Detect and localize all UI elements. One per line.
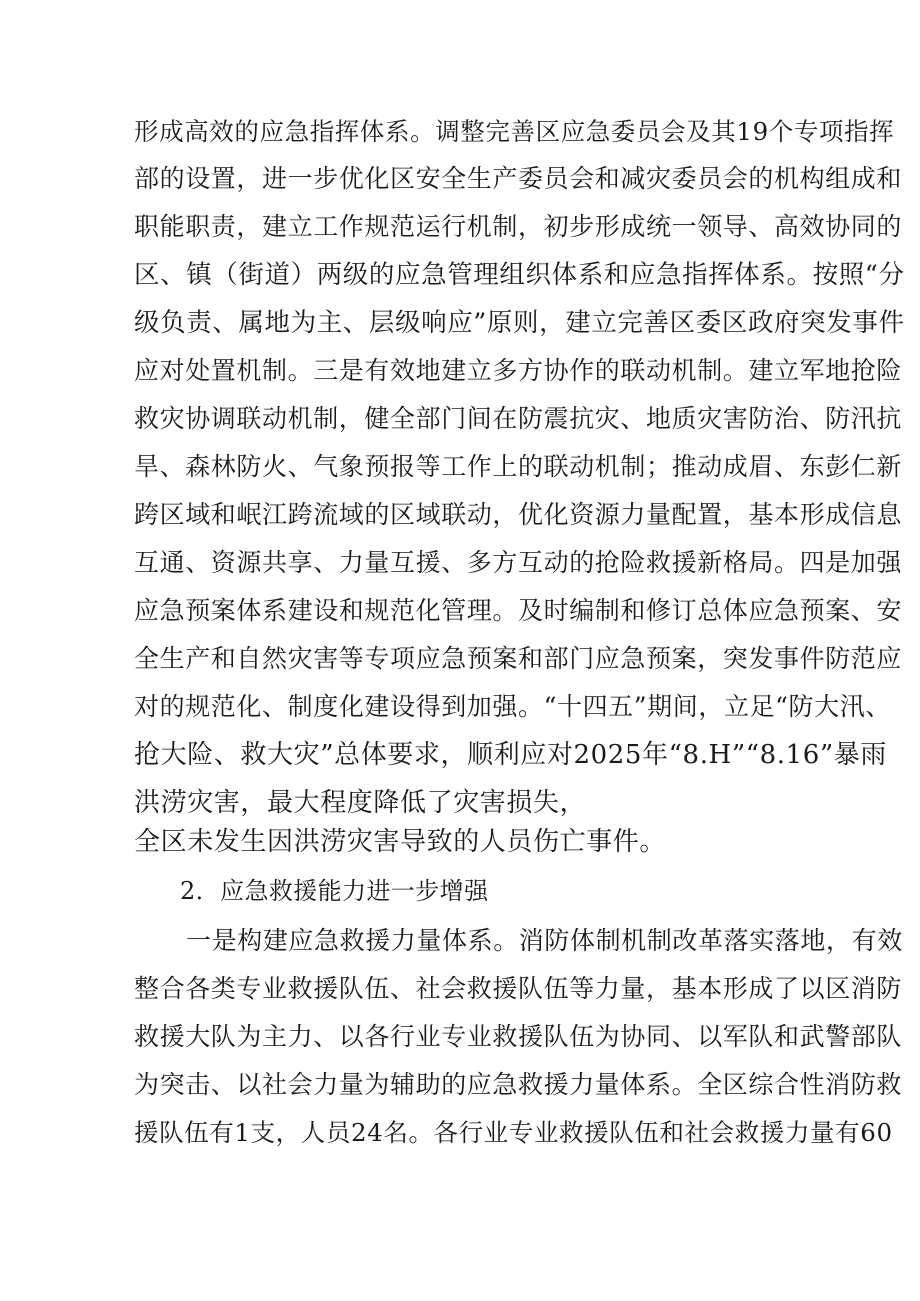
paragraph-line: 旱、森林防火、气象预报等工作上的联动机制；推动成眉、东彭仁新 (134, 452, 903, 481)
paragraph-line: 抢大险、救大灾”总体要求，顺利应对2025年“8.H”“8.16”暴雨 (134, 740, 887, 770)
paragraph-line: 救灾协调联动机制，健全部门间在防震抗灾、地质灾害防治、防汛抗 (134, 404, 903, 433)
paragraph-line: 全生产和自然灾害等专项应急预案和部门应急预案，突发事件防范应 (134, 644, 903, 673)
paragraph-line: 洪涝灾害，最大程度降低了灾害损失， (134, 788, 587, 818)
paragraph-line: 救援大队为主力、以各行业专业救援队伍为协同、以军队和武警部队 (134, 1022, 903, 1051)
section-heading: 2．应急救援能力进一步增强 (180, 877, 489, 905)
paragraph-line: 级负责、属地为主、层级响应”原则，建立完善区委区政府突发事件 (134, 308, 905, 338)
paragraph-line: 整合各类专业救援队伍、社会救援队伍等力量，基本形成了以区消防 (134, 974, 903, 1003)
paragraph-line: 应急预案体系建设和规范化管理。及时编制和修订总体应急预案、安 (134, 596, 903, 625)
paragraph-line: 跨区域和岷江跨流域的区域联动，优化资源力量配置，基本形成信息 (134, 500, 903, 529)
paragraph-line: 全区未发生因洪涝灾害导致的人员伤亡事件。 (134, 827, 667, 857)
paragraph-line: 一是构建应急救援力量体系。消防体制机制改革落实落地，有效 (186, 926, 903, 955)
paragraph-line: 援队伍有1支，人员24名。各行业专业救援队伍和社会救援力量有60 (134, 1118, 893, 1147)
paragraph-line: 对的规范化、制度化建设得到加强。“十四五”期间，立足“防大汛、 (134, 692, 891, 721)
paragraph-line: 区、镇（街道）两级的应急管理组织体系和应急指挥体系。按照“分 (134, 260, 905, 290)
paragraph-line: 应对处置机制。三是有效地建立多方协作的联动机制。建立军地抢险 (134, 356, 903, 385)
paragraph-line: 职能职责，建立工作规范运行机制，初步形成统一领导、高效协同的 (134, 212, 903, 241)
paragraph-line: 互通、资源共享、力量互援、多方互动的抢险救援新格局。四是加强 (134, 548, 903, 577)
paragraph-line: 为突击、以社会力量为辅助的应急救援力量体系。全区综合性消防救 (134, 1070, 903, 1099)
paragraph-line: 形成高效的应急指挥体系。调整完善区应急委员会及其19个专项指挥 (134, 117, 895, 146)
paragraph-line: 部的设置，进一步优化区安全生产委员会和减灾委员会的机构组成和 (134, 164, 903, 193)
